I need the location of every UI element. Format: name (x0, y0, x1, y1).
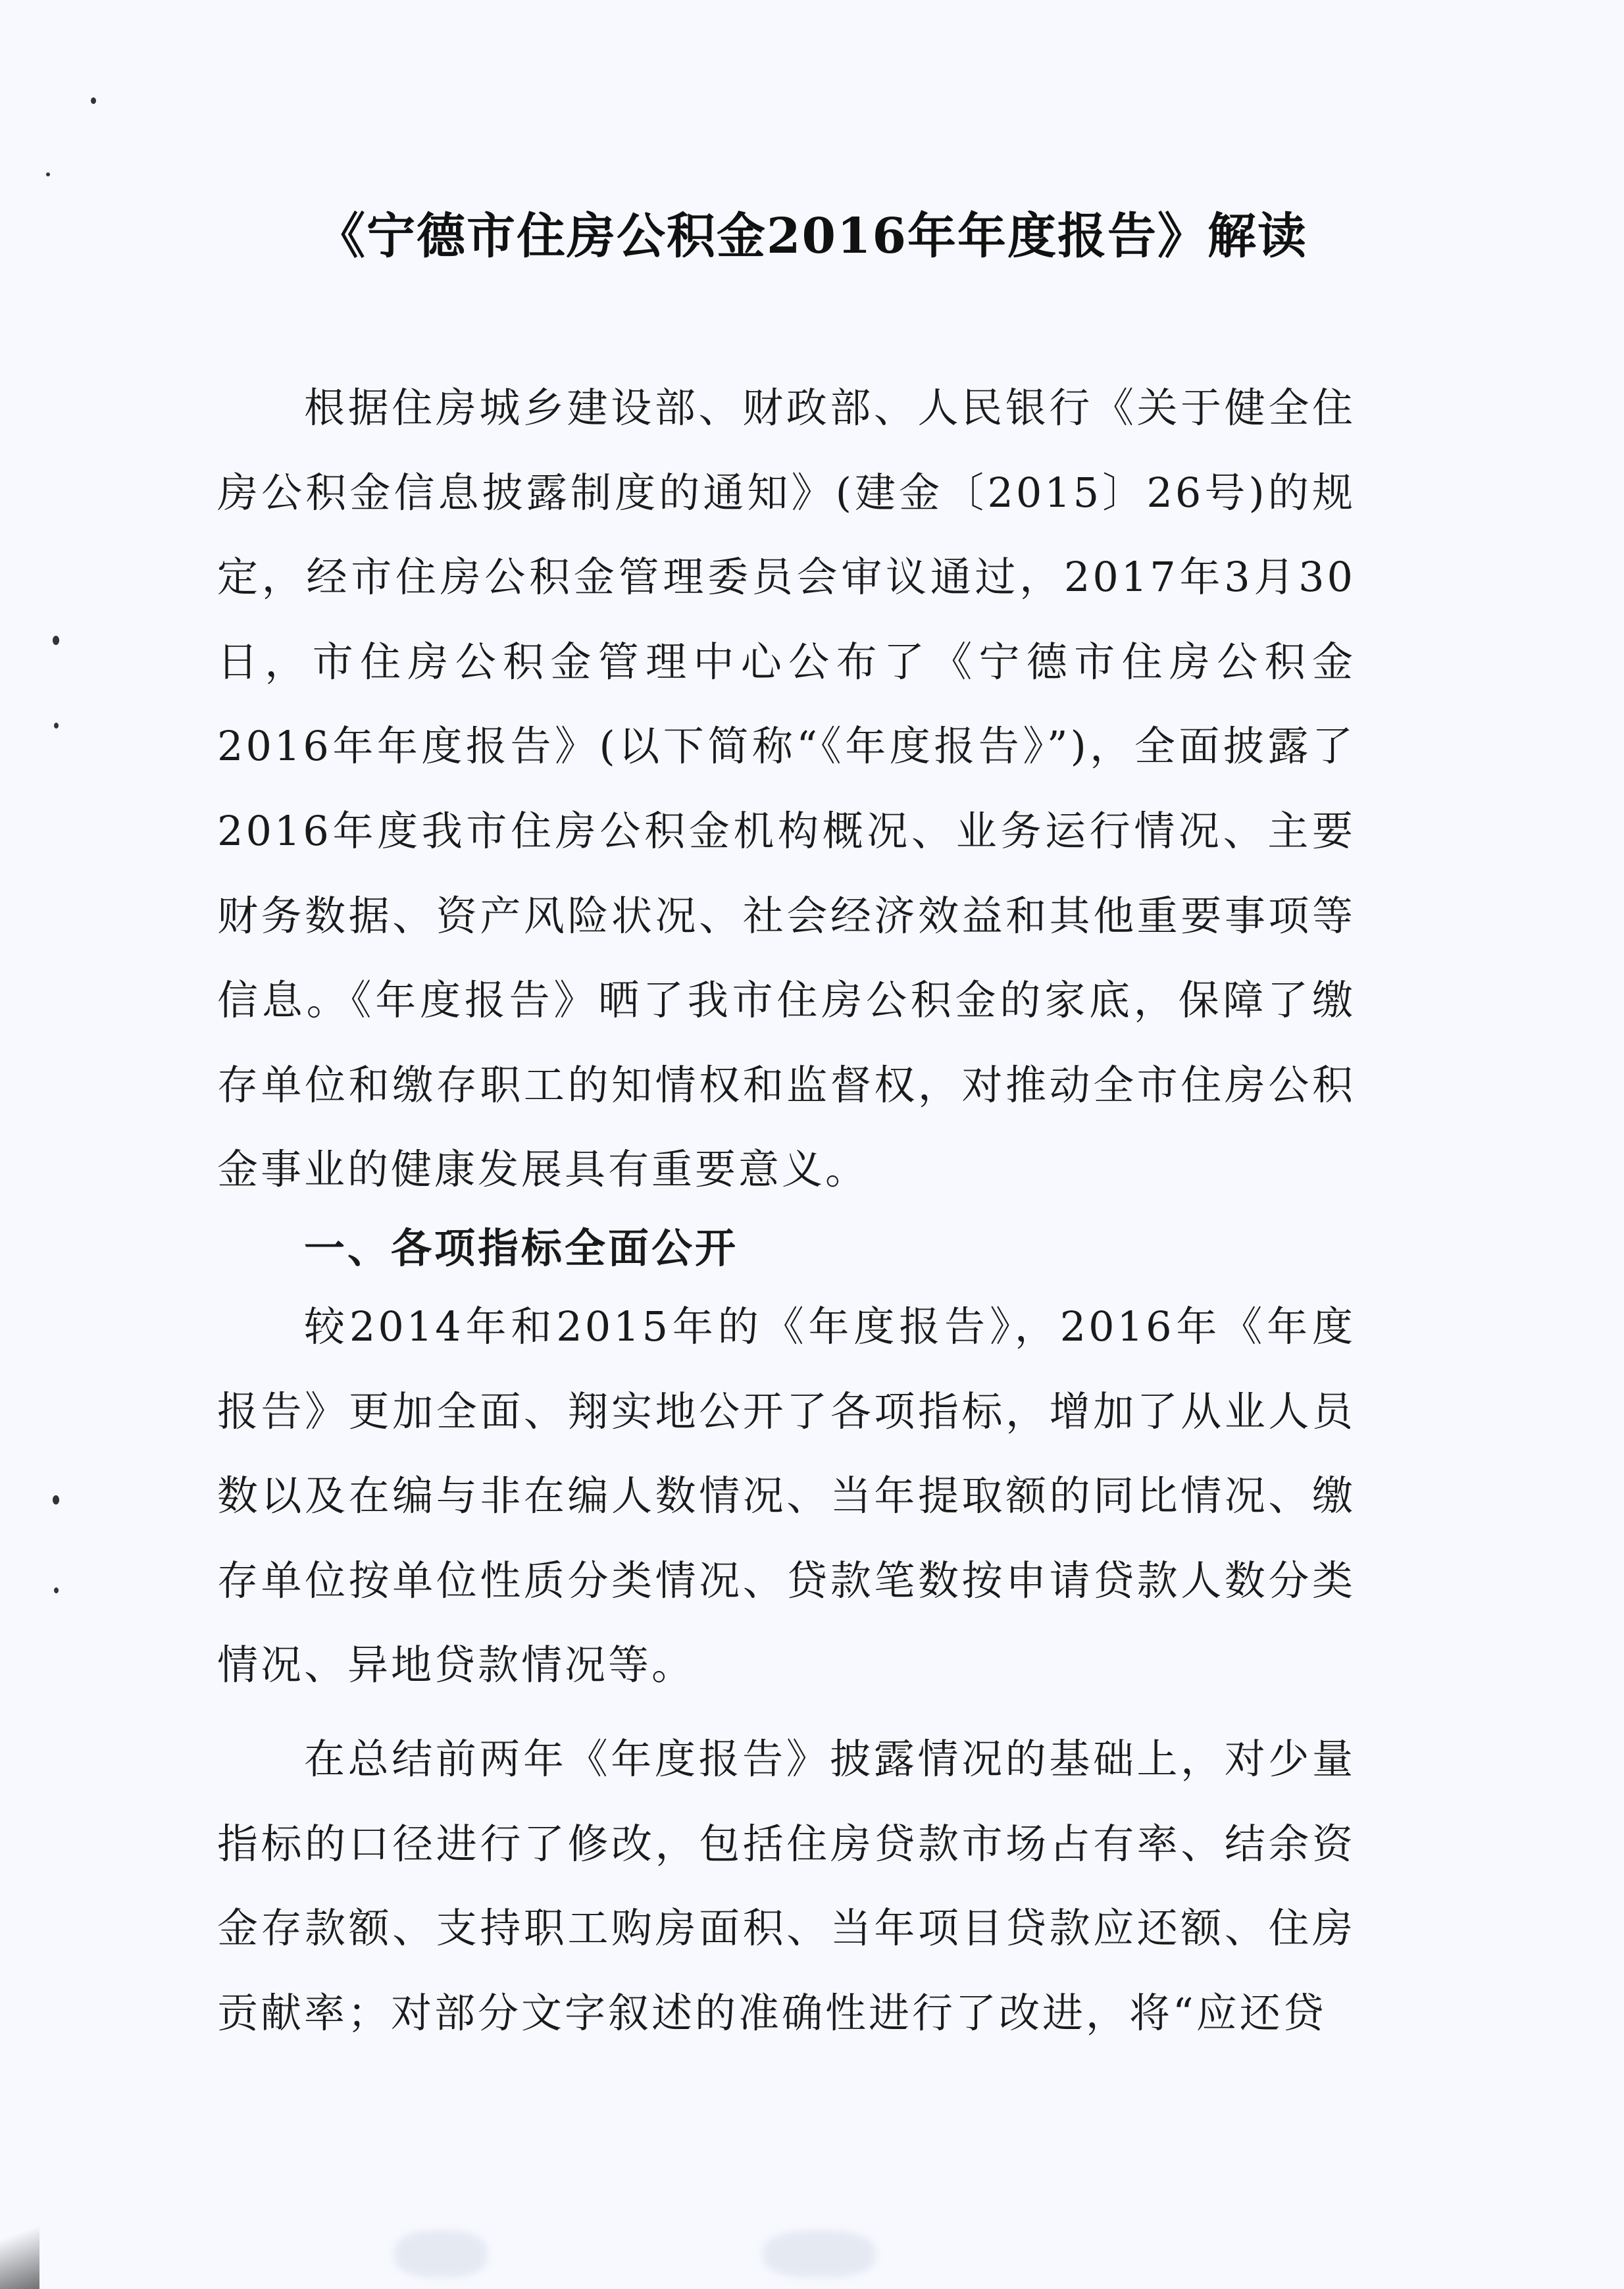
scan-speck (54, 1587, 59, 1593)
scan-speck (53, 636, 59, 645)
document-title: 《宁德市住房公积金2016年年度报告》解读 (317, 208, 1307, 265)
reverse-side-bleed (763, 2231, 875, 2277)
reverse-side-bleed (395, 2231, 487, 2277)
scan-edge-shadow (0, 2197, 39, 2289)
scan-speck (54, 723, 59, 729)
section-heading: 一、各项指标全面公开 (304, 1223, 739, 1272)
scan-speck (91, 97, 96, 104)
paragraph-revisions: 在总结前两年《年度报告》披露情况的基础上，对少量指标的口径进行了修改，包括住房贷款市场占有率、结余资金存款额、支持职工购房面积、当年项目贷款应还额、住房贡献率；对部分文字叙述的准确性进行了改进，将“应还贷 (217, 1734, 1356, 2037)
scan-speck (46, 172, 50, 176)
paragraph-intro: 根据住房城乡建设部、财政部、人民银行《关于健全住房公积金信息披露制度的通知》(建金〔2015〕26号)的规定，经市住房公积金管理委员会审议通过，2017年3月30日，市住房公积金管理中心公布了《宁德市住房公积金2016年年度报告》(以下简称“《年度报告》”)，全面披露了2016年度我市住房公积金机构概况、业务运行情况、主要财务数据、资产风险状况、社会经济效益和其他重要事项等信息。《年度报告》晒了我市住房公积金的家底，保障了缴存单位和缴存职工的知情权和监督权，对推动全市住房公积金事业的健康发展具有重要意义。 (217, 384, 1356, 1194)
document-body (217, 366, 1356, 2055)
scan-speck (53, 1495, 59, 1505)
paragraph-indicators: 较2014年和2015年的《年度报告》，2016年《年度报告》更加全面、翔实地公开了各项指标，增加了从业人员数以及在编与非在编人数情况、当年提取额的同比情况、缴存单位按单位性质分类情况、贷款笔数按申请贷款人数分类情况、异地贷款情况等。 (217, 1302, 1356, 1689)
